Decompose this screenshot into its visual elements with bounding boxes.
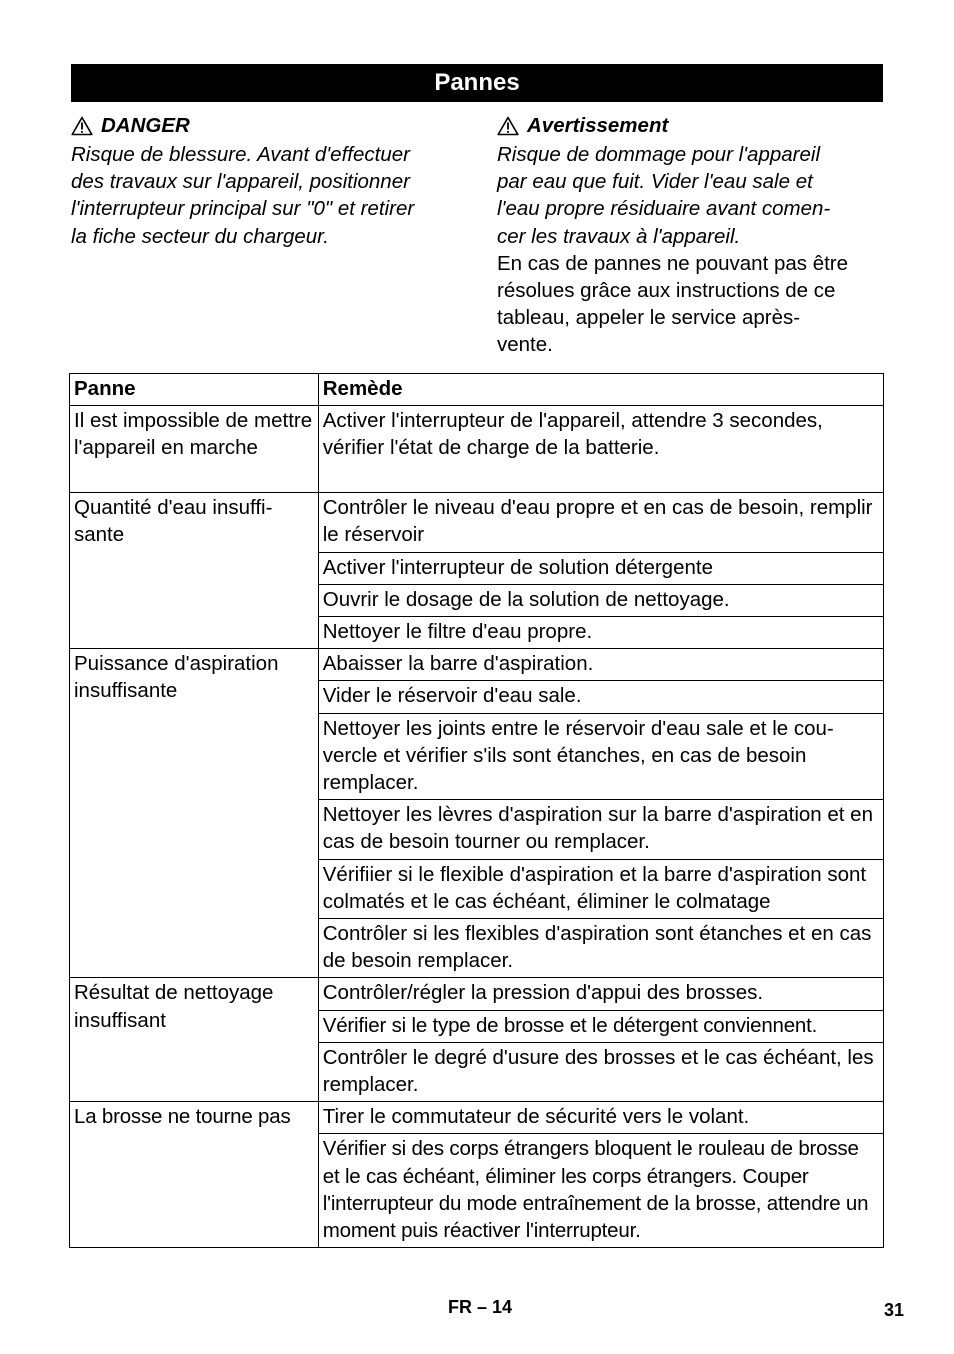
header-remede: Remède — [318, 374, 883, 406]
danger-line: Risque de blessure. Avant d'effectuer — [71, 143, 410, 166]
footer-section-label — [448, 1297, 512, 1318]
warning-notice — [497, 111, 883, 359]
table-header-row — [70, 374, 884, 406]
warning-text — [497, 141, 883, 250]
panne-cell: Puissance d'aspiration insuffisante — [70, 649, 319, 978]
panne-cell: La brosse ne tourne pas — [70, 1102, 319, 1248]
remede-cell: Activer l'interrupteur de l'appareil, attendre 3 secondes, vérifier l'état de charge de la batterie. — [318, 406, 883, 493]
remede-cell: Vider le réservoir d'eau sale. — [318, 681, 883, 713]
troubleshooting-table — [69, 373, 884, 1248]
danger-line: l'interrupteur principal sur "0" et retirer — [71, 197, 415, 221]
service-line: vente. — [497, 333, 553, 357]
remede-cell: Tirer le commutateur de sécurité vers le volant. — [318, 1102, 883, 1134]
panne-cell: Il est impossible de mettre l'appareil en marche — [70, 406, 319, 493]
danger-line: la fiche secteur du chargeur. — [71, 224, 329, 248]
danger-line: des travaux sur l'appareil, positionner — [71, 170, 410, 194]
header-panne: Panne — [70, 374, 319, 406]
table-row — [70, 649, 884, 681]
section-title: Pannes — [71, 64, 883, 102]
remede-cell: Nettoyer le filtre d'eau propre. — [318, 617, 883, 649]
remede-cell: Vérifier si le type de brosse et le détergent conviennent. — [318, 1010, 883, 1042]
table-row — [70, 493, 884, 552]
footer-lang: FR — [448, 1297, 472, 1317]
warning-line: cer les travaux à l'appareil. — [497, 224, 741, 248]
warning-triangle-icon — [71, 116, 93, 136]
remede-cell: Contrôler le degré d'usure des brosses et le cas échéant, les remplacer. — [318, 1042, 883, 1101]
danger-text — [71, 141, 461, 250]
remede-cell: Vérifier si des corps étrangers bloquent le rouleau de brosse et le cas échéant, éliminer les corps étrangers. Couper l'interrupteur du mode entraînement de la brosse, attendre un moment puis réactiver l'interrupteur. — [318, 1134, 883, 1248]
remede-cell: Abaisser la barre d'aspiration. — [318, 649, 883, 681]
remede-cell: Ouvrir le dosage de la solution de nettoyage. — [318, 584, 883, 616]
table-body — [70, 406, 884, 1248]
table-row — [70, 978, 884, 1010]
warning-heading — [497, 111, 883, 141]
table-row — [70, 406, 884, 493]
service-line: En cas de pannes ne pouvant pas être — [497, 251, 849, 275]
danger-heading — [71, 111, 461, 141]
warning-line: par eau que fuit. Vider l'eau sale et — [497, 170, 813, 194]
footer-section: – 14 — [477, 1297, 513, 1317]
remede-cell: Nettoyer les joints entre le réservoir d'eau sale et le cou-vercle et vérifier s'ils sont étanches, en cas de besoin remplacer. — [318, 713, 883, 800]
warning-line: Risque de dommage pour l'appareil — [497, 143, 820, 166]
remede-cell: Contrôler/régler la pression d'appui des brosses. — [318, 978, 883, 1010]
warning-triangle-icon — [497, 116, 519, 136]
remede-cell: Contrôler le niveau d'eau propre et en cas de besoin, remplir le réservoir — [318, 493, 883, 552]
warning-line: l'eau propre résiduaire avant comen- — [497, 197, 831, 221]
warning-title: Avertissement — [527, 114, 669, 138]
panne-cell: Quantité d'eau insuffi-sante — [70, 493, 319, 649]
service-line: résolues grâce aux instructions de ce — [497, 279, 836, 303]
service-line: tableau, appeler le service après- — [497, 306, 801, 330]
remede-cell: Nettoyer les lèvres d'aspiration sur la barre d'aspiration et en cas de besoin tourner ou remplacer. — [318, 800, 883, 859]
remede-cell: Vérifiier si le flexible d'aspiration et la barre d'aspiration sont colmatés et le cas échéant, éliminer le colmatage — [318, 859, 883, 918]
panne-cell: Résultat de nettoyage insuffisant — [70, 978, 319, 1102]
remede-cell: Activer l'interrupteur de solution détergente — [318, 552, 883, 584]
danger-notice — [71, 111, 461, 250]
danger-title: DANGER — [101, 114, 190, 138]
remede-cell: Contrôler si les flexibles d'aspiration sont étanches et en cas de besoin remplacer. — [318, 919, 883, 978]
page-number: 31 — [884, 1300, 905, 1320]
service-text — [497, 250, 883, 359]
table-row — [70, 1102, 884, 1134]
